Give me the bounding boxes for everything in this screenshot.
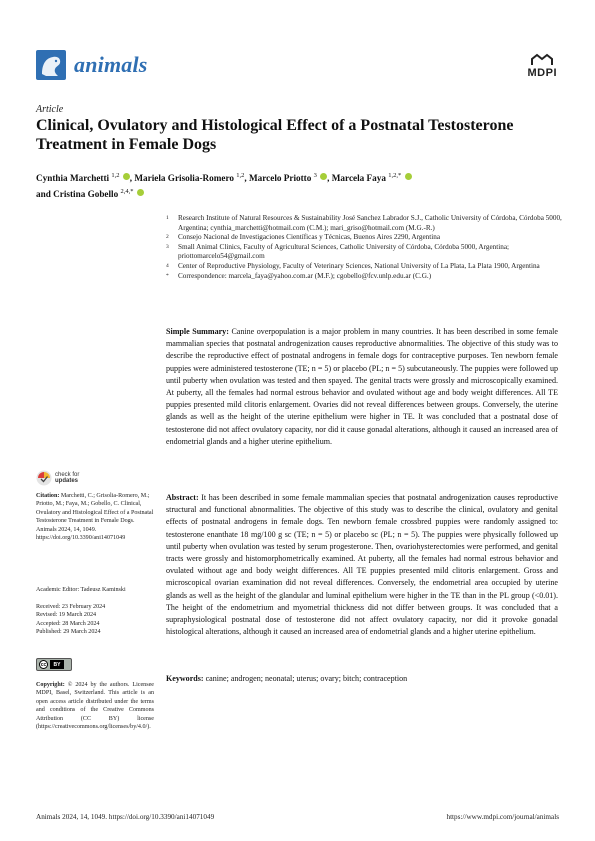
- affiliation-number: 1: [166, 215, 169, 221]
- footer-citation[interactable]: Animals 2024, 14, 1049. https://doi.org/10.3390/ani14071049: [36, 813, 215, 821]
- author-affiliation-sup: 1,2: [236, 172, 245, 179]
- check-for-updates[interactable]: [36, 470, 79, 486]
- affiliation-text: Consejo Nacional de Investigaciones Científicas y Técnicas, Buenos Aires 2290, Argentina: [178, 233, 441, 242]
- copyright-label: Copyright:: [36, 682, 65, 688]
- check-updates-line1: check for: [55, 471, 80, 478]
- orcid-icon[interactable]: [320, 173, 327, 180]
- author-affiliation-sup: 1,2: [111, 172, 120, 179]
- citation: [36, 492, 154, 542]
- simple-summary-text: Canine overpopulation is a major problem in many countries. It has been described in some female mammalian species that postnatal androgenization causes reproductive abnormalities. The objective of this study was to describe the reproductive effect of postnatal androgens in female dogs for contraceptive purposes. Ten newborn female puppies were administered testosterone (TE; n = 5) or placebo (PL; n = 5) subcutaneously. The puppies were followed up until puberty when ovulation was tested and then spayed. The genital tracts were grossly and microscopically examined. At puberty, all the females had normal estrous behavior and ovulated without age and body weight differences. All TE puppies presented mild clitoris enlargement. Ovaries did not reveal differences between groups. Conversely, the uterine glands as well as the height of the uterine epithelium were higher in TE. It was concluded that a postnatal dose of testosterone did not affect ovulatory capacity, nor did it cause gonadal alterations, although it caused an increased area of endometrial glands and a higher uterine epithelium.: [166, 327, 558, 446]
- affiliation-number: *: [166, 272, 169, 279]
- orcid-icon[interactable]: [405, 173, 412, 180]
- author-name: Cynthia Marchetti: [36, 173, 110, 184]
- affiliation-item: [166, 233, 566, 243]
- keywords-label: Keywords:: [166, 674, 204, 683]
- author-affiliation-sup: 3: [313, 172, 317, 179]
- citation-text: Marchetti, C.; Grisolia-Romero, M.; Priotto, M.; Faya, M.; Gobello, C. Clinical, Ovulatory and Histological Effect of a Postnatal Testosterone Treatment in Female Dogs. Animals 2024, 14, 1049. https://doi.org/10.3390/ani14071049: [36, 493, 154, 542]
- abstract: [166, 492, 558, 638]
- affiliation-number: 4: [166, 262, 169, 269]
- publisher-name: MDPI: [527, 67, 557, 79]
- affiliation-text: Research Institute of Natural Resources & Sustainability José Sanchez Labrador S.J., Catholic University of Córdoba, Córdoba 5000, Argentina; cynthia_marchetti@hotmail.com (C.M.); mari_griso@hotmail.com (M.G.-R.): [178, 214, 562, 232]
- author-affiliation-sup: 1,2,*: [388, 172, 402, 179]
- orcid-icon[interactable]: [123, 173, 130, 180]
- check-for-updates-label: [55, 472, 79, 485]
- keywords-text: canine; androgen; neonatal; uterus; ovary; bitch; contraception: [205, 674, 408, 683]
- cc-icon: cc: [40, 661, 47, 668]
- affiliation-item: [166, 262, 566, 272]
- author-affiliation-sup: 2,4,*: [120, 188, 134, 196]
- affiliation-text: Small Animal Clinics, Faculty of Agricultural Sciences, Catholic University of Córdoba, Córdoba 5000, Argentina; priottomarcelo54@gmail.com: [178, 242, 510, 261]
- page-footer: [36, 813, 559, 821]
- citation-label: Citation:: [36, 493, 60, 499]
- affiliation-text: Center of Reproductive Physiology, Faculty of Veterinary Sciences, National University of La Plata, La Plata 1900, Argentina: [178, 261, 540, 270]
- abstract-text: It has been described in some female mammalian species that postnatal androgenization causes reproductive structural and functional abnormalities. The objective of this study was to describe the clinical, ovulatory and genital effects of postnatal androgens in female dogs. Ten newborn female crossbred puppies were randomly assigned to: testosterone enanthate 18 mg/100 g sc (TE; n = 5) or placebo sc (PL; n = 5). The puppies were physically followed up until puberty when ovulation was tested by serum progesterone. Then, ovariohysterectomies were performed, and genital tracts were grossly and histomorphometrically examined. At puberty, all the females had normal estrous behavior and ovulated without age and body weight differences. All TE puppies presented mild clitoris enlargement. Gross and microscopical ovarian examination did not reveal differences. Conversely, the endometrial area occupied by uterine glands as well as the height of the glandular and luminal epithelium were higher in the TE than in the PL group (<0.01). The height of the endometrium and myometrial thickness did not differ between groups. It was concluded that a supraphysiological postnatal dose of testosterone did not affect ovulatory capacity, nor did it provoke gonadal histological alterations, although it caused an increased area of endometrial glands and a higher uterine epithelium.: [166, 493, 558, 637]
- copyright-text: © 2024 by the authors. Licensee MDPI, Basel, Switzerland. This article is an open access article distributed under the terms and conditions of the Creative Commons Attribution (CC BY) license (https://creativecommons.org/licenses/by/4.0/).: [36, 682, 154, 731]
- animals-logo-icon: [36, 50, 66, 80]
- orcid-icon[interactable]: [137, 189, 144, 196]
- mdpi-logo[interactable]: [528, 53, 558, 79]
- author-name: Marcelo Priotto: [249, 173, 312, 184]
- journal-logo[interactable]: [36, 50, 148, 80]
- received-date: Received: 23 February 2024: [36, 604, 106, 610]
- academic-editor: Academic Editor: Tadeusz Kaminski: [36, 587, 126, 593]
- by-icon: BY: [50, 660, 64, 669]
- keywords: [166, 673, 558, 685]
- revised-date: Revised: 19 March 2024: [36, 612, 97, 619]
- author-list: Cynthia Marchetti $^{1,2}$ , Mariela Grisolia-Romero $^{1,2}$, Marcelo Priotto $^3$ , Marcela Faya $^{1,2,*}$ and Cristina Gobello $^{2,4,*}$: [36, 169, 556, 201]
- simple-summary-label: Simple Summary:: [166, 327, 229, 336]
- affiliation-number: 3: [166, 243, 169, 250]
- author-name: Mariela Grisolia-Romero: [134, 173, 234, 184]
- affiliation-item: [166, 214, 566, 233]
- accepted-date: Accepted: 28 March 2024: [36, 620, 100, 627]
- check-updates-line2: updates: [55, 478, 79, 484]
- simple-summary: [166, 326, 558, 448]
- publication-dates: [36, 603, 154, 637]
- affiliation-text: Correspondence: marcela_faya@yahoo.com.ar (M.F.); cgobello@fcv.unlp.edu.ar (C.G.): [178, 271, 432, 280]
- cc-by-license-icon[interactable]: [36, 658, 72, 671]
- affiliation-item: [166, 243, 566, 262]
- published-date: Published: 29 March 2024: [36, 629, 101, 636]
- mdpi-logo-icon: [529, 53, 555, 67]
- author-name: Cristina Gobello: [53, 189, 119, 200]
- article-type: Article: [36, 104, 64, 115]
- affiliation-number: 2: [166, 234, 169, 241]
- abstract-label: Abstract:: [166, 493, 199, 502]
- check-for-updates-icon: [36, 470, 52, 486]
- affiliation-item: [166, 272, 566, 282]
- copyright-notice: [36, 681, 154, 731]
- footer-journal-url[interactable]: https://www.mdpi.com/journal/animals: [446, 813, 559, 821]
- affiliations: [166, 214, 566, 281]
- article-title: Clinical, Ovulatory and Histological Effect of a Postnatal Testosterone Treatment in Female Dogs: [36, 117, 514, 153]
- author-name: Marcela Faya: [331, 173, 386, 184]
- journal-name: animals: [74, 52, 148, 77]
